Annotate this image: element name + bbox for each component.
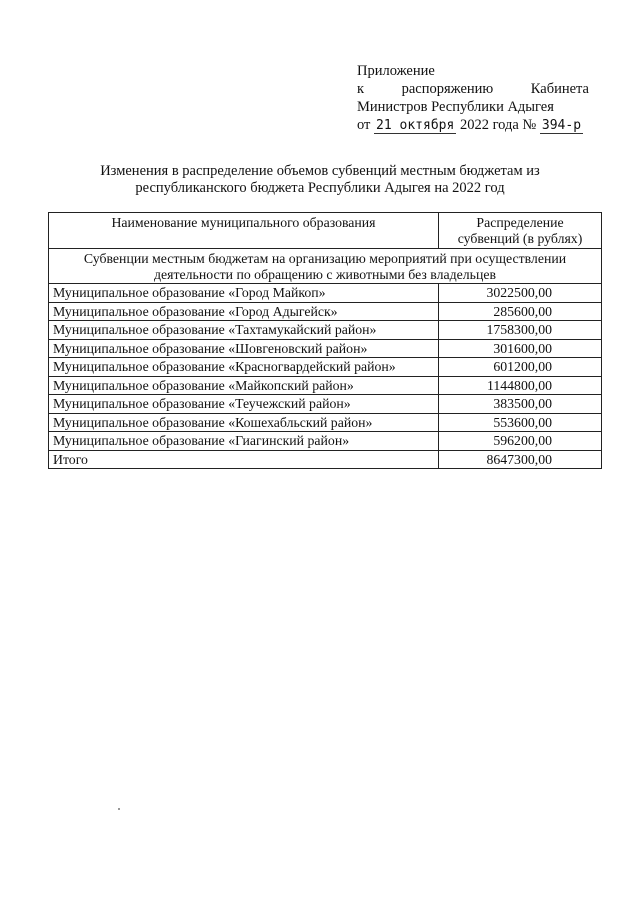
header-value-line-1: Распределение: [476, 215, 564, 230]
total-value: 8647300,00: [439, 450, 602, 469]
distribution-table: [48, 212, 602, 469]
total-label: Итого: [49, 450, 439, 469]
appendix-line-order: [357, 80, 589, 98]
row-name: Муниципальное образование «Тахтамукайский район»: [49, 321, 439, 340]
row-name: Муниципальное образование «Город Адыгейск»: [49, 302, 439, 321]
table-row: [49, 302, 602, 321]
row-name: Муниципальное образование «Красногвардейский район»: [49, 358, 439, 377]
appendix-title: Приложение: [357, 63, 435, 79]
row-value: 1758300,00: [439, 321, 602, 340]
appendix-date-line: [357, 116, 589, 135]
row-value: 553600,00: [439, 413, 602, 432]
title-line-1: Изменения в распределение объемов субвенций местным бюджетам из: [100, 163, 540, 179]
row-value: 383500,00: [439, 395, 602, 414]
table-row: [49, 432, 602, 451]
row-value: 285600,00: [439, 302, 602, 321]
section-line-2: деятельности по обращению с животными без владельцев: [154, 266, 496, 282]
date-suffix: 2022 года №: [459, 117, 537, 133]
table-row: [49, 339, 602, 358]
table-row: [49, 395, 602, 414]
appendix-preposition: к: [357, 81, 365, 97]
row-value: 596200,00: [439, 432, 602, 451]
row-value: 601200,00: [439, 358, 602, 377]
row-name: Муниципальное образование «Шовгеновский район»: [49, 339, 439, 358]
appendix-order-word: распоряжению: [401, 81, 494, 97]
table-row: [49, 284, 602, 303]
row-value: 301600,00: [439, 339, 602, 358]
row-name: Муниципальное образование «Майкопский район»: [49, 376, 439, 395]
handwritten-date: 21 октября: [376, 118, 455, 133]
table-row: [49, 321, 602, 340]
title-line-2: республиканского бюджета Республики Адыгея на 2022 год: [135, 180, 505, 196]
row-name: Муниципальное образование «Город Майкоп»: [49, 284, 439, 303]
table-header-row: [49, 213, 602, 249]
header-value-line-2: субвенций (в рублях): [457, 230, 583, 246]
table-row: [49, 413, 602, 432]
scan-speck: [118, 808, 120, 810]
appendix-block: [357, 62, 589, 135]
date-prefix: от: [357, 117, 371, 133]
document-title: [60, 163, 580, 197]
header-value-cell: [439, 213, 602, 249]
appendix-cabinet-word: Кабинета: [530, 81, 589, 97]
row-name: Муниципальное образование «Теучежский район»: [49, 395, 439, 414]
section-line-1: Субвенции местным бюджетам на организацию мероприятий при осуществлении: [83, 251, 567, 266]
row-name: Муниципальное образование «Гиагинский район»: [49, 432, 439, 451]
handwritten-number: 394-р: [541, 118, 582, 133]
table-row: [49, 358, 602, 377]
row-value: 1144800,00: [439, 376, 602, 395]
section-heading: [49, 249, 602, 284]
total-row: [49, 450, 602, 469]
table-row: [49, 376, 602, 395]
appendix-ministers: Министров Республики Адыгея: [357, 99, 554, 115]
section-row: [49, 249, 602, 284]
row-value: 3022500,00: [439, 284, 602, 303]
header-name-cell: Наименование муниципального образования: [49, 213, 439, 249]
row-name: Муниципальное образование «Кошехабльский район»: [49, 413, 439, 432]
